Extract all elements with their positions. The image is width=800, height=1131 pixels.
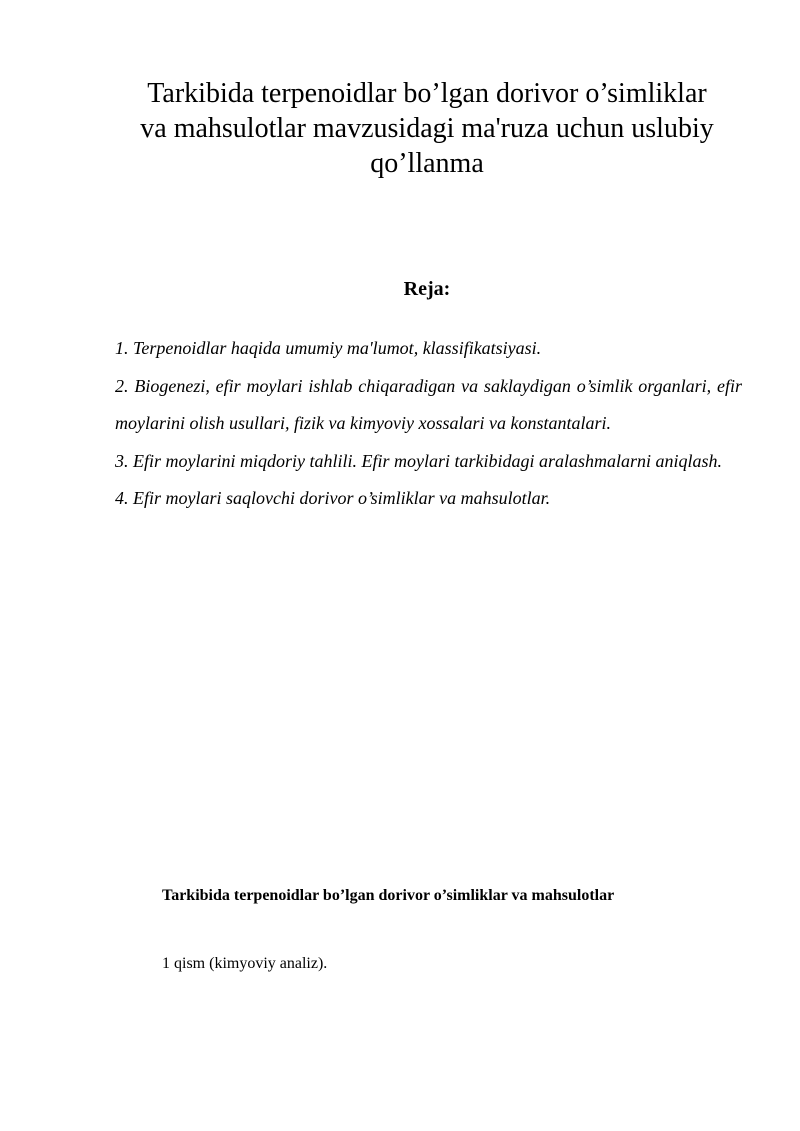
section-heading: Tarkibida terpenoidlar bo’lgan dorivor o’simliklar va mahsulotlar: [162, 887, 615, 904]
document-title-line-3: qo’llanma: [370, 148, 484, 179]
plan-item-4: 4. Efir moylari saqlovchi dorivor o’simliklar va mahsulotlar.: [115, 488, 551, 508]
plan-heading: Reja:: [403, 278, 451, 300]
plan-item-1: 1. Terpenoidlar haqida umumiy ma'lumot, klassifikatsiyasi.: [115, 338, 542, 358]
plan-list: [115, 330, 742, 518]
document-title-line-2: va mahsulotlar mavzusidagi ma'ruza uchun uslubiy: [140, 113, 714, 144]
document-title-line-1: Tarkibida terpenoidlar bo’lgan dorivor o’simliklar: [147, 78, 707, 109]
plan-item-2: 2. Biogenezi, efir moylari ishlab chiqaradigan va saklaydigan o’simlik organlari, efir moylarini olish usullari, fizik va kimyoviy xossalari va konstantalari.: [115, 375, 742, 433]
document-title: [112, 76, 742, 181]
plan-item-3: 3. Efir moylarini miqdoriy tahlili. Efir moylari tarkibidagi aralashmalarni aniqlash.: [115, 450, 723, 471]
section-subtitle: 1 qism (kimyoviy analiz).: [162, 955, 328, 972]
